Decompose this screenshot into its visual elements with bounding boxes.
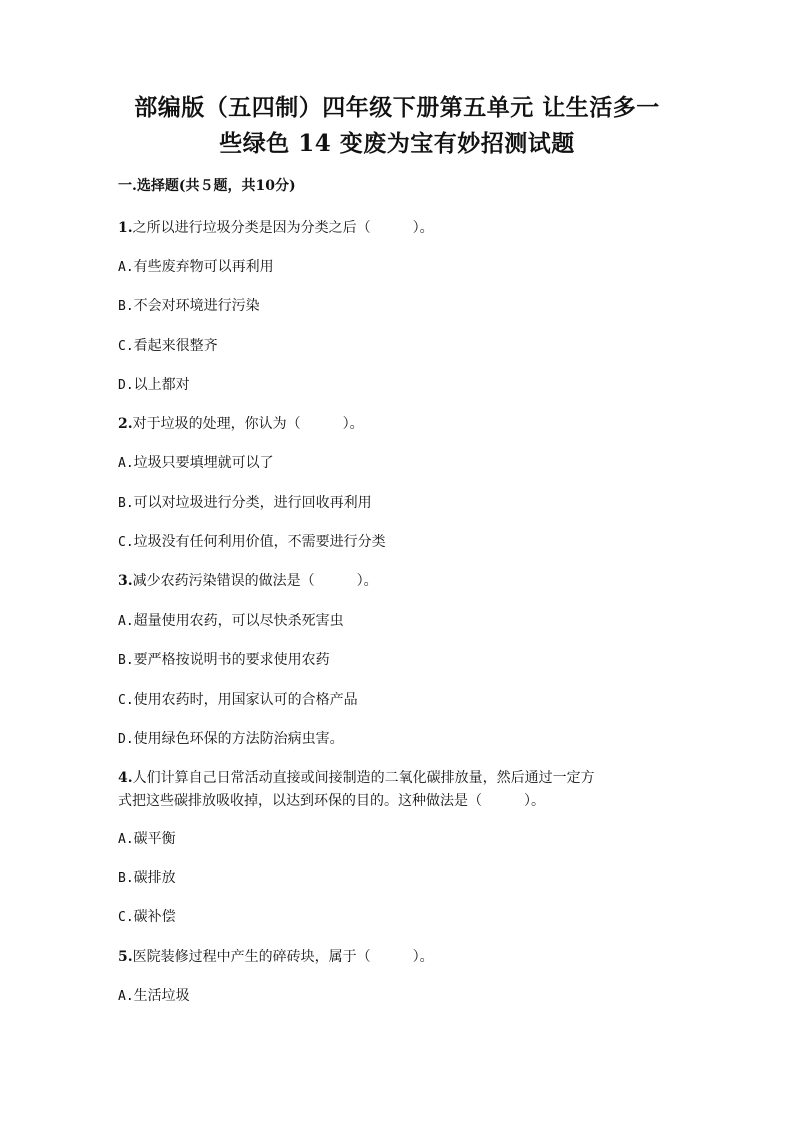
question-1-option-b [118,296,260,317]
question-number: 1. [118,220,133,236]
question-text: 人们计算自己日常活动直接或间接制造的二氧化碳排放量，然后通过一定方 [132,770,595,786]
question-text: 对于垃圾的处理，你认为（ ）。 [132,416,364,432]
document-title-line-2: 些绿色 14 变废为宝有妙招测试题 [219,130,575,157]
option-text: 要严格按说明书的要求使用农药 [133,652,330,668]
option-letter: B. [118,299,134,314]
question-4-option-c [118,907,176,928]
question-5-option-a [118,986,190,1007]
question-1-option-c [118,336,218,357]
question-3-option-d [118,729,344,750]
option-letter: D. [118,732,134,747]
question-3-option-b [118,650,330,671]
option-text: 以上都对 [133,377,190,393]
option-letter: A. [118,614,134,629]
option-letter: D. [118,378,134,393]
question-1 [118,218,434,238]
option-text: 可以对垃圾进行分类，进行回收再利用 [133,495,372,511]
option-text: 垃圾只要填埋就可以了 [133,455,274,471]
option-letter: A. [118,832,134,847]
option-letter: B. [118,871,134,886]
option-text: 碳平衡 [133,831,176,847]
question-2-option-c [118,532,386,553]
option-text: 垃圾没有任何利用价值，不需要进行分类 [133,534,386,550]
question-4-option-a [118,829,176,850]
question-2-option-b [118,493,372,514]
option-text: 超量使用农药，可以尽快杀死害虫 [133,613,344,629]
question-text: 减少农药污染错误的做法是（ ）。 [132,573,378,589]
question-number: 5. [118,949,133,965]
option-letter: C. [118,693,134,708]
question-4-continuation [118,791,545,811]
question-number: 3. [118,573,133,589]
option-text: 碳补偿 [133,909,176,925]
question-number: 2. [118,416,133,432]
question-number: 4. [118,770,133,786]
option-text: 碳排放 [133,870,176,886]
question-3-option-c [118,690,358,711]
option-letter: A. [118,260,134,275]
option-letter: A. [118,456,134,471]
option-letter: C. [118,535,134,550]
section-heading: 一.选择题(共５题，共10分) [118,178,296,194]
question-text-continued: 式把这些碳排放吸收掉，以达到环保的目的。这种做法是（ ）。 [118,793,545,809]
question-text: 医院装修过程中产生的碎砖块，属于（ ）。 [132,949,434,965]
question-3-option-a [118,611,344,632]
option-letter: C. [118,910,134,925]
question-5 [118,947,434,967]
option-text: 使用绿色环保的方法防治病虫害。 [133,731,344,747]
option-letter: B. [118,653,134,668]
question-1-option-d [118,375,190,396]
option-letter: B. [118,496,134,511]
option-text: 使用农药时，用国家认可的合格产品 [133,692,358,708]
option-text: 生活垃圾 [133,988,190,1004]
option-text: 有些废弃物可以再利用 [133,259,274,275]
question-3 [118,571,378,591]
document-title-line-1: 部编版（五四制）四年级下册第五单元 让生活多一 [134,94,660,121]
question-text: 之所以进行垃圾分类是因为分类之后（ ）。 [132,220,434,236]
question-1-option-a [118,257,274,278]
question-4-option-b [118,868,176,889]
option-text: 不会对环境进行污染 [133,298,260,314]
question-2-option-a [118,453,274,474]
option-text: 看起来很整齐 [133,338,218,354]
question-2 [118,414,364,434]
option-letter: C. [118,339,134,354]
option-letter: A. [118,989,134,1004]
question-4 [118,768,595,788]
